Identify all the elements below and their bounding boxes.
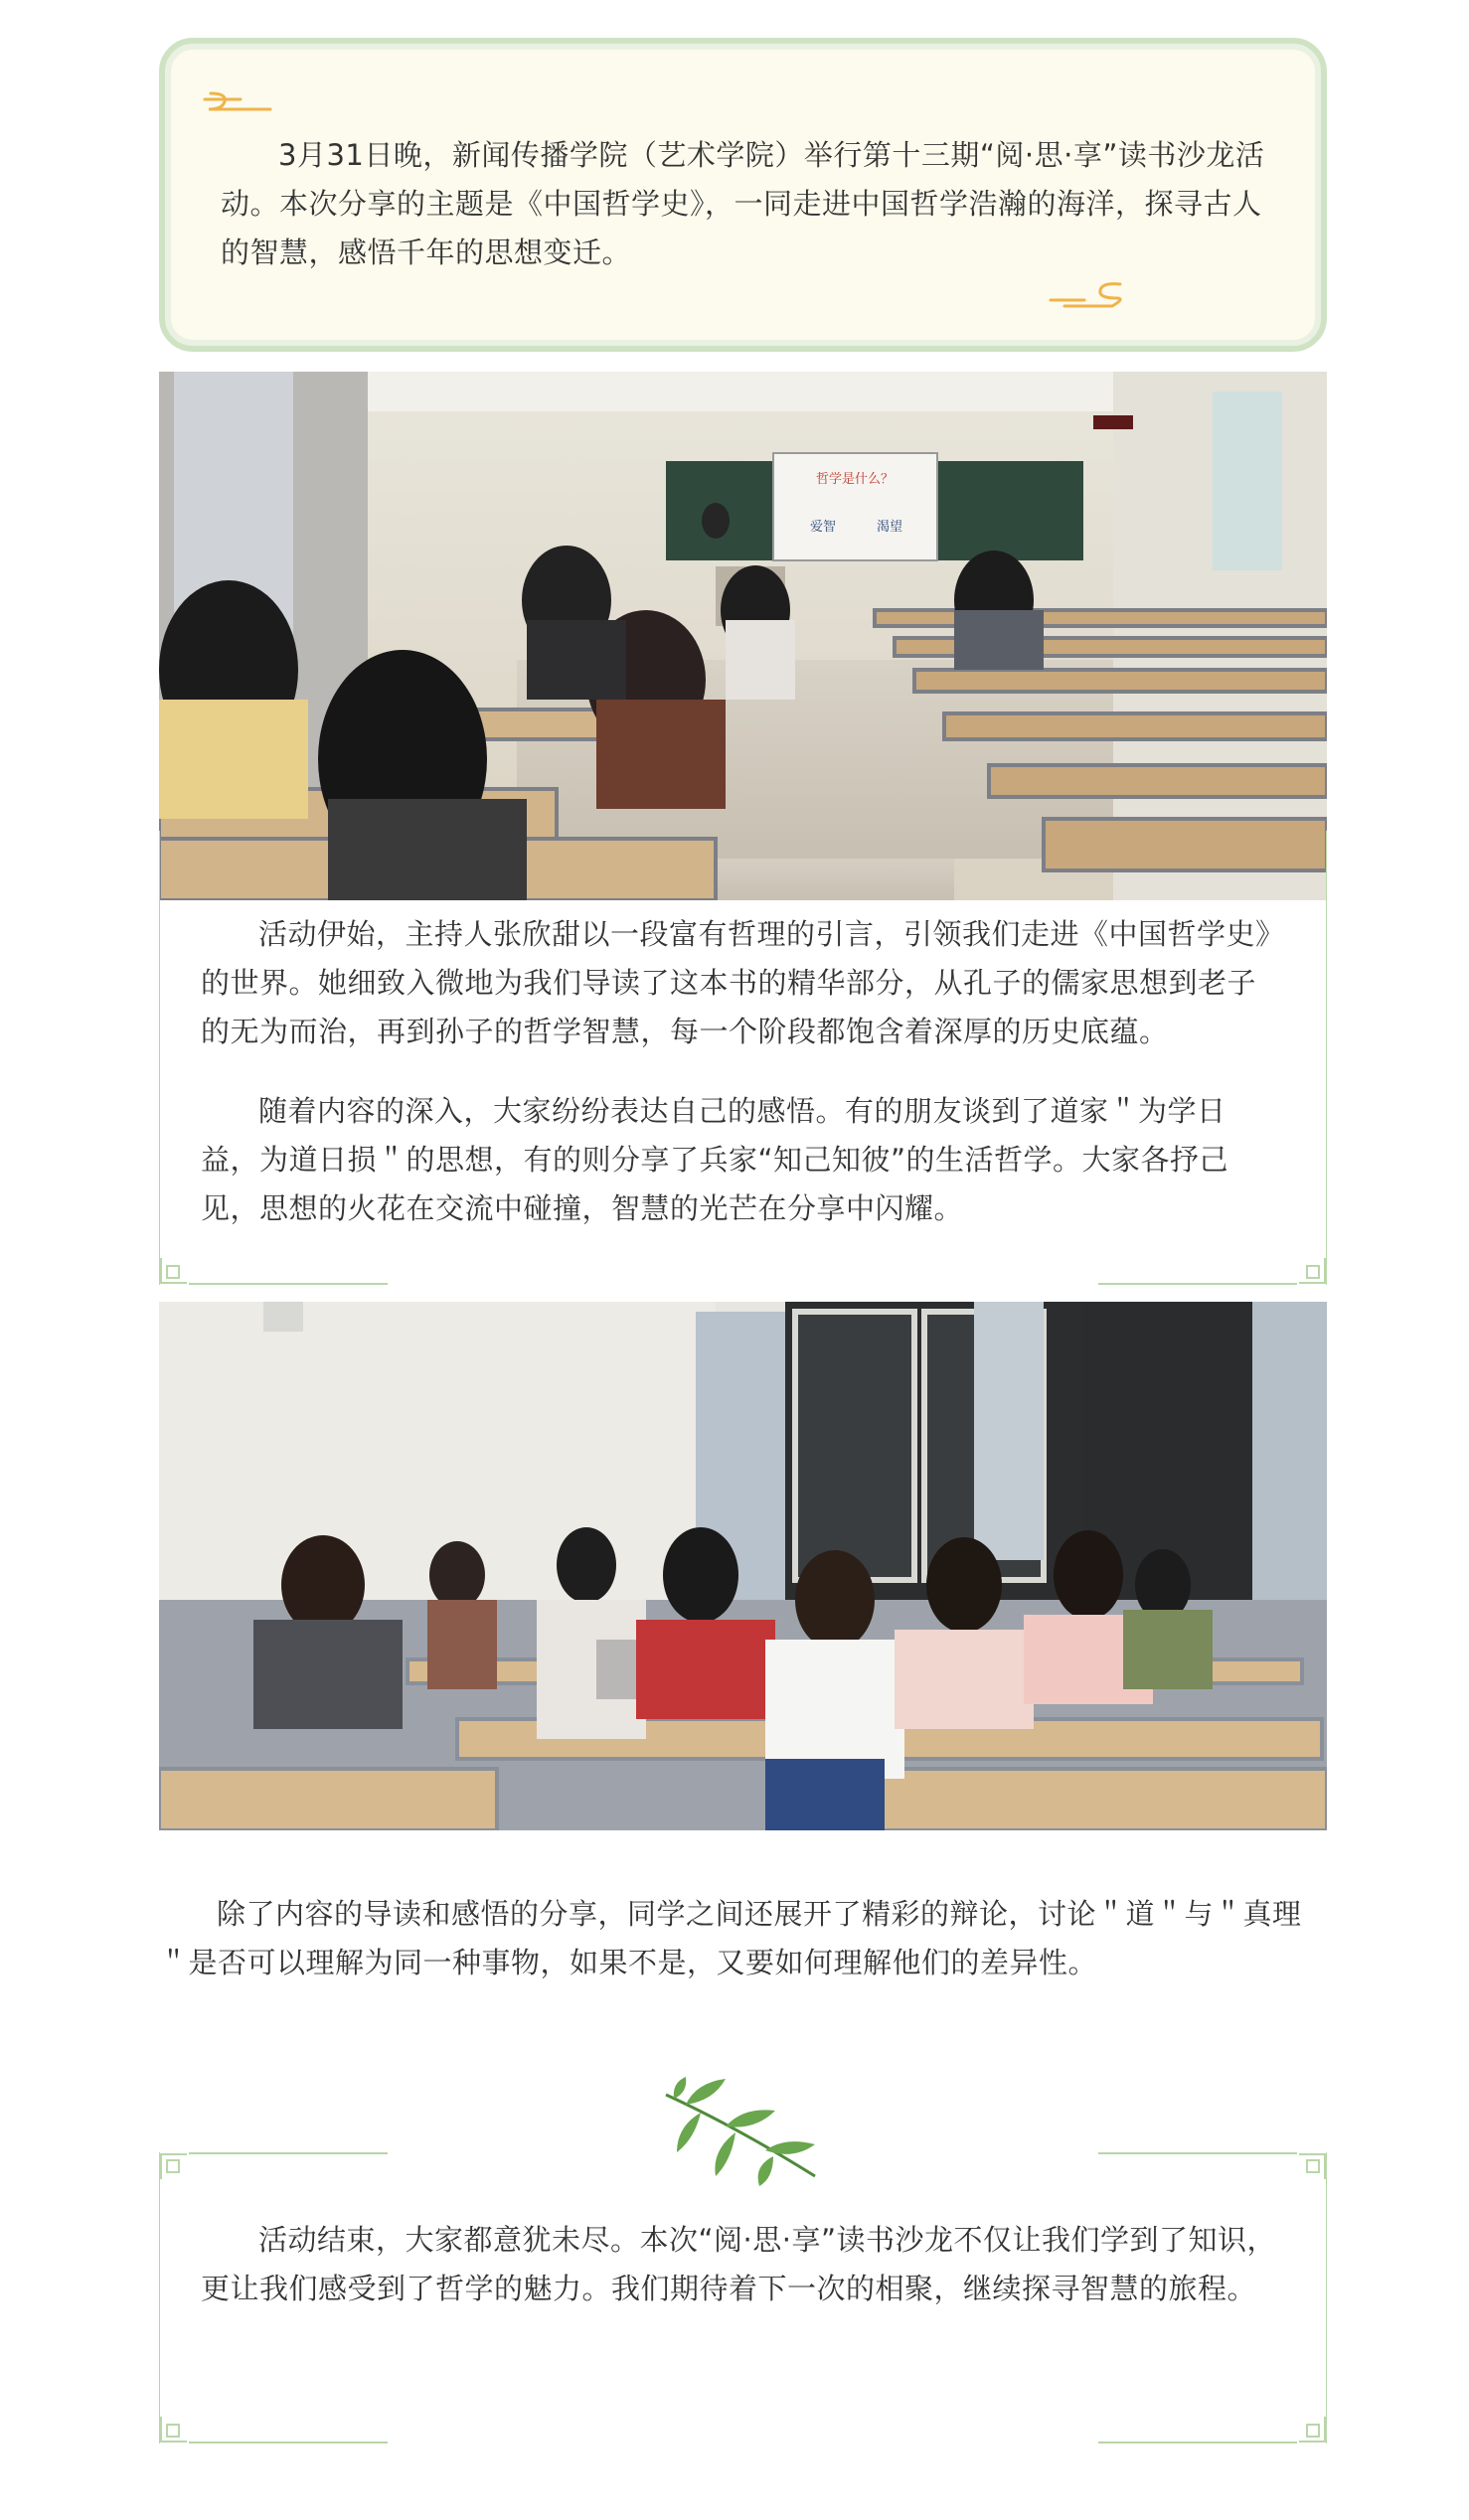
paragraph: 随着内容的深入，大家纷纷表达自己的感悟。有的朋友谈到了道家＂为学日益，为道日损＂的思想，有的则分享了兵家“知己知彼”的生活哲学。大家各抒己见，思想的火花在交流中碰撞，智慧的光芒在分享中闪耀。 <box>201 1094 1229 1225</box>
classroom-photo <box>159 372 1327 900</box>
slide-word: 爱智 <box>809 519 837 534</box>
corner-ornament-icon <box>1297 2152 1327 2179</box>
text-frame <box>159 831 1327 1285</box>
slide-title: 哲学是什么？ <box>815 471 895 486</box>
intro-card <box>159 38 1327 352</box>
swirl-ornament-icon <box>1045 278 1134 308</box>
corner-ornament-icon <box>1297 2417 1327 2443</box>
corner-ornament-icon <box>159 1258 189 1285</box>
section2-text-block <box>159 1890 1327 1987</box>
closing-frame <box>159 2152 1327 2443</box>
paragraph: 活动伊始，主持人张欣甜以一段富有哲理的引言，引领我们走进《中国哲学史》的世界。她细致入微地为我们导读了这本书的精华部分，从孔子的儒家思想到老子的无为而治，再到孙子的哲学智慧，每一个阶段都饱含着深厚的历史底蕴。 <box>201 917 1271 1048</box>
paragraph: 活动结束，大家都意犹未尽。本次“阅·思·享”读书沙龙不仅让我们学到了知识，更让我们感受到了哲学的魅力。我们期待着下一次的相聚，继续探寻智慧的旅程。 <box>201 2223 1276 2305</box>
students-photo <box>159 1302 1327 1830</box>
corner-ornament-icon <box>159 2417 189 2443</box>
intro-text: 3月31日晚，新闻传播学院（艺术学院）举行第十三期“阅·思·享”读书沙龙活动。本次分享的主题是《中国哲学史》，一同走进中国哲学浩瀚的海洋，探寻古人的智慧，感悟千年的思想变迁。 <box>221 138 1265 269</box>
corner-ornament-icon <box>1297 1258 1327 1285</box>
slide-word: 渴望 <box>876 519 903 534</box>
corner-ornament-icon <box>159 2152 189 2179</box>
swirl-ornament-icon <box>201 89 280 117</box>
paragraph: 除了内容的导读和感悟的分享，同学之间还展开了精彩的辩论，讨论＂道＂与＂真理＂是否可以理解为同一种事物，如果不是，又要如何理解他们的差异性。 <box>159 1897 1302 1979</box>
